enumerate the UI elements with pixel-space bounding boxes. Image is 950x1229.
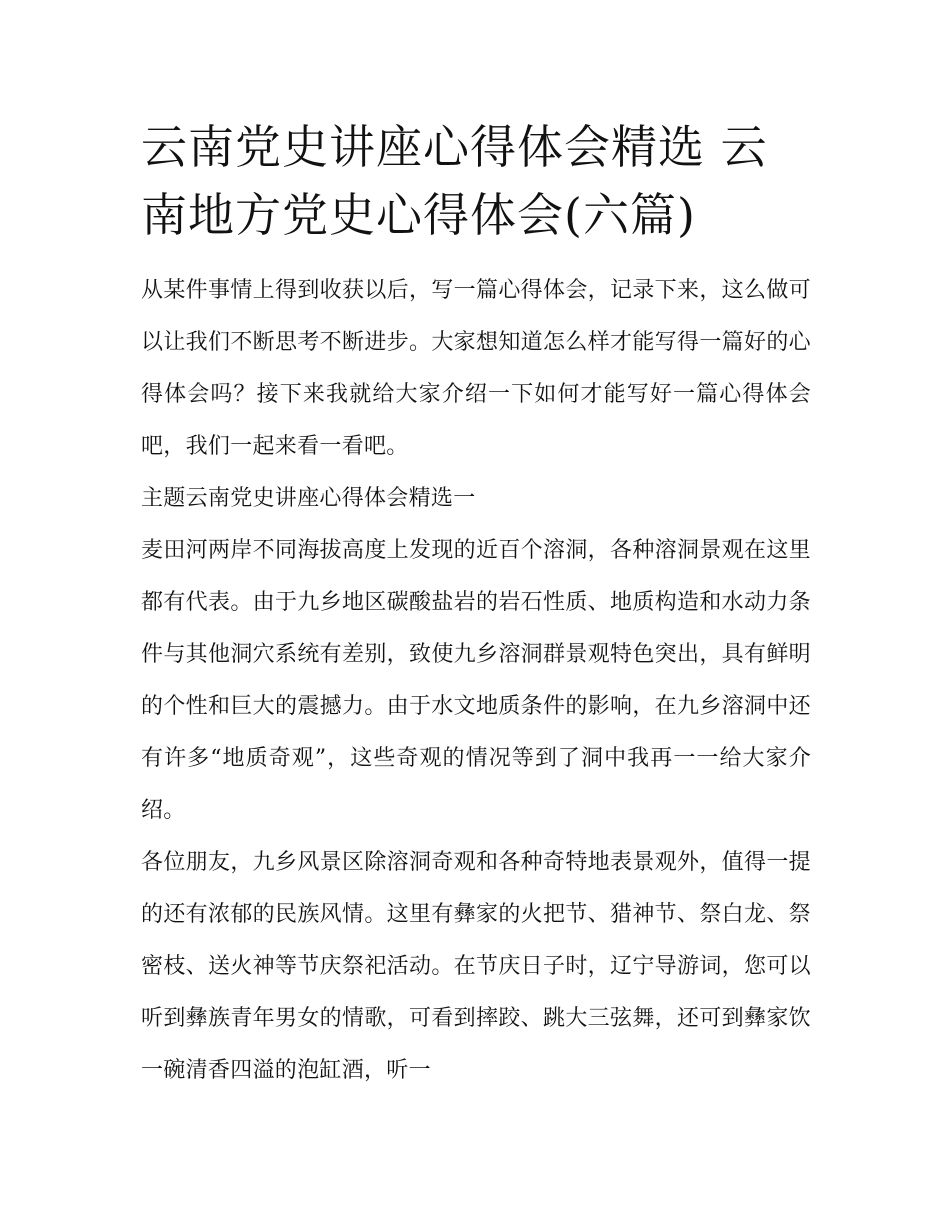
section-heading: 主题云南党史讲座心得体会精选一: [141, 486, 476, 511]
document-title: 云南党史讲座心得体会精选 云南地方党史心得体会(六篇): [141, 120, 768, 242]
document-body: [141, 265, 811, 1097]
body-paragraph: 各位朋友，九乡风景区除溶洞奇观和各种奇特地表景观外，值得一提的还有浓郁的民族风情。这里有彝家的火把节、猎神节、祭白龙、祭密枝、送火神等节庆祭祀活动。在节庆日子时，辽宁导游词，您可以听到彝族青年男女的情歌，可看到摔跤、跳大三弦舞，还可到彝家饮一碗清香四溢的泡缸酒，听一: [141, 850, 811, 1083]
document-content: [141, 113, 811, 1097]
body-paragraph: 麦田河两岸不同海拔高度上发现的近百个溶洞，各种溶洞景观在这里都有代表。由于九乡地区碳酸盐岩的岩石性质、地质构造和水动力条件与其他洞穴系统有差别，致使九乡溶洞群景观特色突出，具有鲜明的个性和巨大的震撼力。由于水文地质条件的影响，在九乡溶洞中还有许多“地质奇观”，这些奇观的情况等到了洞中我再一一给大家介绍。: [141, 538, 811, 823]
intro-paragraph: 从某件事情上得到收获以后，写一篇心得体会，记录下来，这么做可以让我们不断思考不断进步。大家想知道怎么样才能写得一篇好的心得体会吗？接下来我就给大家介绍一下如何才能写好一篇心得体会吧，我们一起来看一看吧。: [141, 278, 811, 459]
